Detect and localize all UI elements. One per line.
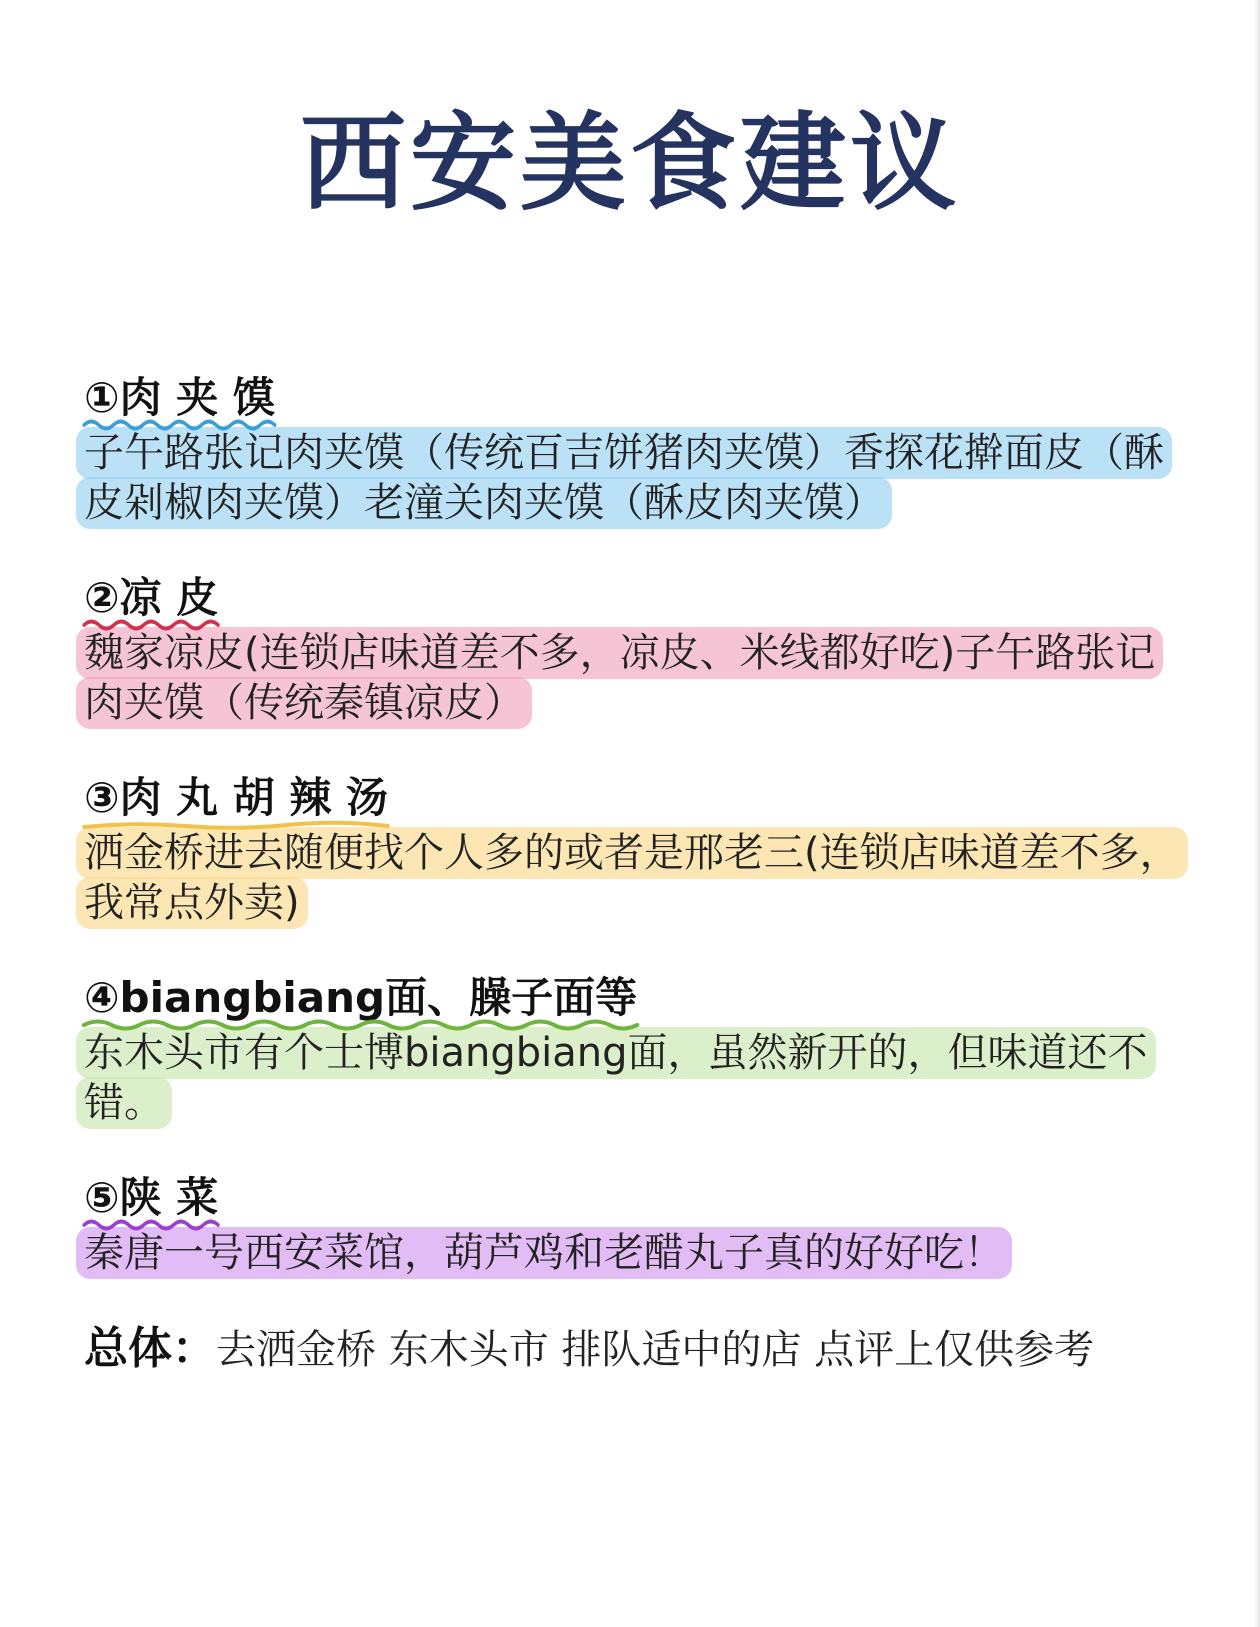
section-heading: ⑤陕 菜 [84, 1172, 218, 1224]
section-noodles [84, 972, 1184, 1128]
page-title: 西安美食建议 [300, 102, 960, 225]
section-body: 洒金桥进去随便找个人多的或者是邢老三(连锁店味道差不多，我常点外卖) [84, 828, 1184, 928]
summary-text: 去洒金桥 东木头市 排队适中的店 点评上仅供参考 [216, 1327, 1095, 1373]
section-heading: ②凉 皮 [84, 572, 218, 624]
wavy-underline-icon [84, 418, 275, 432]
wavy-underline-icon [84, 818, 388, 832]
section-body: 魏家凉皮(连锁店味道差不多，凉皮、米线都好吃)子午路张记肉夹馍（传统秦镇凉皮） [84, 628, 1184, 728]
section-heading: ③肉 丸 胡 辣 汤 [84, 772, 388, 824]
wavy-underline-icon [84, 1218, 218, 1232]
summary [84, 1322, 1094, 1377]
section-body: 子午路张记肉夹馍（传统百吉饼猪肉夹馍）香探花擀面皮（酥皮剁椒肉夹馍）老潼关肉夹馍（酥皮肉夹馍） [84, 428, 1184, 528]
wavy-underline-icon [84, 618, 218, 632]
section-heading: ④biangbiang面、臊子面等 [84, 972, 637, 1024]
section-shaanxi-cuisine [84, 1172, 1184, 1278]
section-heading: ①肉 夹 馍 [84, 372, 275, 424]
page-edge [1254, 0, 1260, 1627]
summary-label: 总体： [84, 1323, 216, 1374]
section-body: 东木头市有个士博biangbiang面，虽然新开的，但味道还不错。 [84, 1028, 1184, 1128]
section-body: 秦唐一号西安菜馆，葫芦鸡和老醋丸子真的好好吃！ [84, 1228, 1184, 1278]
wavy-underline-icon [84, 1018, 637, 1032]
section-liangpi [84, 572, 1184, 728]
section-meat-sandwich [84, 372, 1184, 528]
section-hulatang [84, 772, 1184, 928]
